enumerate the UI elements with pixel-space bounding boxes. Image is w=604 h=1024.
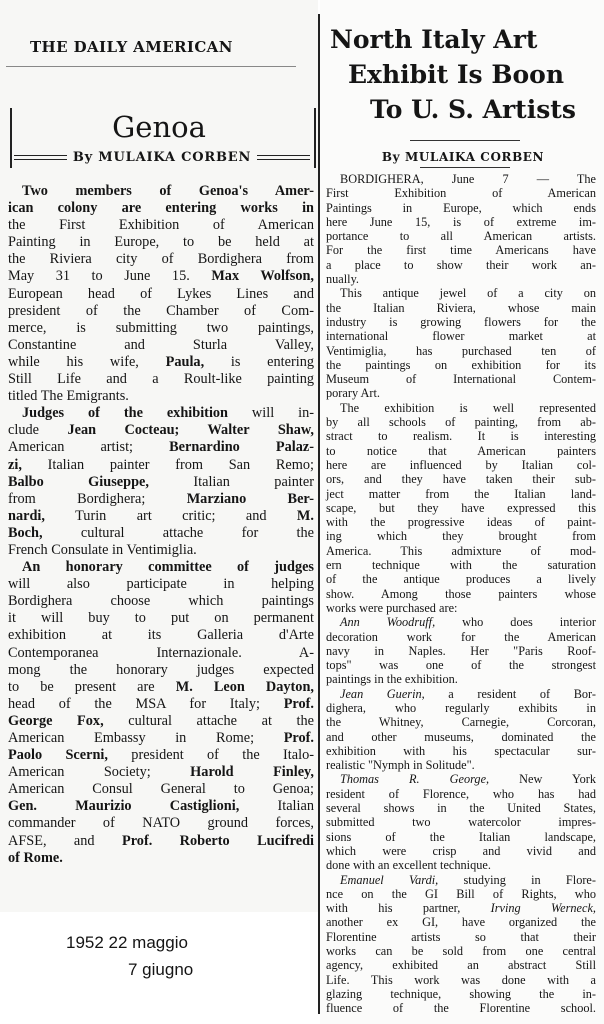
text-run: American Society; — [8, 764, 191, 781]
article-line — [8, 713, 314, 730]
text-run: clude — [8, 422, 68, 439]
masthead-rule — [6, 66, 296, 67]
article-line — [8, 439, 314, 456]
article-line — [8, 491, 314, 508]
text-run: submitted two watercolor impres- — [326, 815, 596, 830]
article-line — [326, 887, 596, 901]
text-run: Gen. Maurizio Castiglioni, — [8, 798, 240, 815]
text-run: AFSE, and — [8, 832, 122, 849]
article-line — [326, 315, 596, 329]
article-line — [326, 730, 596, 744]
text-run: Two members of Genoa's Amer- — [22, 183, 314, 199]
left-article-body — [8, 183, 314, 867]
text-run: Museum of International Contem- — [326, 372, 596, 387]
text-run: ican colony are entering works in — [8, 200, 314, 217]
text-run: the Italian Riviera, whose main — [326, 300, 596, 315]
article-line — [326, 830, 596, 844]
article-line — [326, 758, 596, 772]
text-run: An honorary committee of judges — [22, 559, 314, 576]
text-run: Turin art critic; and — [44, 507, 297, 524]
article-line — [326, 787, 596, 801]
article-line — [326, 472, 596, 486]
article-line — [326, 515, 596, 529]
text-run: ern technique with the saturation — [326, 558, 596, 573]
article-line — [326, 601, 596, 615]
text-run: Bordighera choose which paintings — [8, 593, 314, 610]
article-line — [8, 730, 314, 747]
article-line — [8, 422, 314, 439]
article-line — [8, 217, 314, 234]
article-line — [8, 303, 314, 320]
article-line — [326, 587, 596, 601]
text-run: president of the Italo- — [107, 747, 314, 764]
article-line — [326, 944, 596, 958]
article-line — [326, 186, 596, 200]
article-line — [8, 525, 314, 542]
article-line — [8, 457, 314, 474]
article-line — [326, 801, 596, 815]
text-run: ors, and they have taken their sub- — [326, 472, 596, 487]
article-line — [326, 172, 596, 186]
text-run: another ex GI, have organized the — [326, 915, 596, 930]
text-run: president of the Chamber of Com- — [8, 302, 314, 319]
text-run: American artist; — [8, 439, 170, 456]
article-line — [326, 715, 596, 729]
text-run: merce, is submitting two paintings, — [8, 319, 314, 336]
article-line — [326, 358, 596, 372]
text-run: sions of the Italian landscape, — [326, 829, 596, 844]
text-run: several shows in the United States, — [326, 801, 596, 816]
text-run: Boch, — [8, 524, 43, 541]
article-line — [8, 747, 314, 764]
text-run: Jean Guerin, — [340, 686, 425, 701]
text-run: agency, exhibited an abstract Still — [326, 958, 596, 973]
article-line — [8, 815, 314, 832]
text-run: Life. This work was done with a — [326, 972, 596, 987]
text-run: studying in Flore- — [438, 872, 596, 887]
text-run: cultural attache for the — [42, 524, 314, 541]
text-run: Paintings in Europe, which ends — [326, 200, 596, 215]
article-line — [326, 858, 596, 872]
article-line — [326, 544, 596, 558]
article-line — [326, 201, 596, 215]
article-line — [326, 915, 596, 929]
article-line — [8, 337, 314, 354]
article-line — [8, 764, 314, 781]
text-run: zi, — [8, 456, 22, 473]
article-line — [8, 833, 314, 850]
article-line — [326, 572, 596, 586]
text-run: a resident of Bor- — [424, 686, 596, 701]
text-run: Prof. — [283, 695, 314, 712]
text-run: of Rome. — [8, 849, 63, 866]
text-run: realistic "Nymph in Solitude". — [326, 758, 475, 773]
text-run: America. This admixture of mod- — [326, 543, 596, 558]
article-line — [326, 401, 596, 415]
article-line — [8, 781, 314, 798]
text-run: Italian — [239, 798, 314, 815]
text-run: Ventimiglia, has purchased ten of — [326, 343, 596, 358]
byline-rule-right — [257, 155, 310, 160]
article-line — [8, 405, 314, 422]
article-line — [326, 372, 596, 386]
article-line — [8, 679, 314, 696]
article-line — [326, 329, 596, 343]
text-run: May 31 to June 15. — [8, 268, 212, 285]
text-run: portance to all American artists. — [326, 229, 596, 244]
text-run: This antique jewel of a city on — [340, 286, 596, 301]
text-run: cultural attache at the — [103, 712, 314, 729]
article-line — [326, 658, 596, 672]
text-run: to notice that American painters — [326, 443, 596, 458]
text-run: Paolo Scerni, — [8, 747, 108, 764]
text-run: nually. — [326, 272, 360, 287]
text-run: M. — [296, 507, 314, 524]
text-run: Florentine artists so that their — [326, 929, 596, 944]
text-run: dighera, who regularly exhibits in — [326, 700, 596, 715]
article-line — [326, 644, 596, 658]
text-run: the paintings on exhibition for its — [326, 357, 596, 372]
column-divider — [318, 14, 320, 1014]
article-line — [326, 286, 596, 300]
article-line — [326, 615, 596, 629]
article-line — [326, 630, 596, 644]
article-line — [8, 200, 314, 217]
right-byline: By MULAIKA CORBEN — [381, 150, 545, 164]
article-line — [326, 301, 596, 315]
article-line — [8, 251, 314, 268]
text-run: will also participate in helping — [8, 576, 314, 593]
text-run: it will buy to put on permanent — [8, 610, 314, 627]
text-run: tops" was one of the strongest — [326, 658, 596, 673]
article-line — [326, 973, 596, 987]
article-line — [8, 474, 314, 491]
article-line — [326, 272, 596, 286]
text-run: For the first time Americans have — [326, 243, 596, 258]
article-line — [8, 286, 314, 303]
text-run: from Bordighera; — [8, 490, 187, 507]
article-line — [326, 672, 596, 686]
text-run: is entering — [204, 353, 314, 370]
article-line — [326, 487, 596, 501]
article-line — [326, 958, 596, 972]
text-run: French Consulate in Ventimiglia. — [8, 541, 197, 558]
text-run: European head of Lykes Lines and — [8, 285, 314, 302]
text-run: which were crisp and vivid and — [326, 843, 596, 858]
article-line — [326, 429, 596, 443]
article-line — [326, 873, 596, 887]
text-run: mong the honorary judges expected — [8, 661, 314, 678]
newspaper-masthead: THE DAILY AMERICAN — [30, 38, 233, 56]
text-run: the First Exhibition of American — [8, 217, 314, 234]
article-line — [326, 772, 596, 786]
text-run: New York — [489, 772, 597, 787]
text-run: Balbo Giuseppe, — [8, 473, 149, 490]
article-line — [326, 529, 596, 543]
text-run: here are influenced by Italian col- — [326, 457, 596, 472]
handwritten-date-caption-2: 7 giugno — [128, 960, 194, 979]
article-line — [8, 354, 314, 371]
text-run: glazing technique, showing the in- — [326, 986, 596, 1001]
text-run: resident of Florence, who has had — [326, 786, 596, 801]
text-run: nardi, — [8, 507, 45, 524]
text-run: Ann Woodruff, — [340, 615, 436, 630]
text-run: commander of NATO ground forces, — [8, 815, 314, 832]
right-article-body — [326, 172, 596, 1016]
text-run: nce on the GI Bill of Rights, who — [326, 886, 596, 901]
article-line — [326, 701, 596, 715]
article-line — [326, 415, 596, 429]
text-run: scape, but they have expressed this — [326, 500, 596, 515]
text-run: Max Wolfson, — [211, 268, 314, 285]
text-run: Irving Werneck, — [490, 901, 596, 916]
right-headline — [330, 22, 600, 127]
article-line — [8, 371, 314, 388]
article-line — [8, 593, 314, 610]
article-line — [326, 744, 596, 758]
article-line — [326, 558, 596, 572]
text-run: porary Art. — [326, 386, 380, 401]
text-run: the Whitney, Carnegie, Corcoran, — [326, 715, 596, 730]
article-line — [326, 344, 596, 358]
text-run: the Riviera city of Bordighera from — [8, 251, 314, 268]
text-run: BORDIGHERA, June 7 — The — [340, 172, 596, 186]
text-run: titled The Emigrants. — [8, 388, 129, 405]
left-byline: By MULAIKA CORBEN — [72, 150, 252, 165]
text-run: Jean Cocteau; Walter Shaw, — [67, 422, 314, 439]
text-run: Painting in Europe, to be held at — [8, 234, 314, 251]
text-run: works were purchased are: — [326, 600, 458, 615]
article-line — [326, 844, 596, 858]
text-run: will in- — [228, 405, 314, 422]
article-line — [8, 576, 314, 593]
article-line — [8, 850, 314, 867]
text-run: ject matter from the Italian land- — [326, 486, 596, 501]
text-run: with his partner, — [326, 901, 491, 916]
text-run: M. Leon Dayton, — [175, 678, 314, 695]
article-line — [326, 458, 596, 472]
text-run: by all schools of painting, from ab- — [326, 415, 596, 430]
text-run: Prof. — [283, 730, 314, 746]
text-run: paintings in the exhibition. — [326, 672, 458, 687]
article-line — [8, 320, 314, 337]
text-run: industry is growing flowers for the — [326, 314, 596, 329]
article-line — [326, 687, 596, 701]
article-line — [8, 610, 314, 627]
text-run: fluence of the Florentine school. — [326, 1001, 596, 1016]
text-run: navy in Naples. Her "Paris Roof- — [326, 643, 596, 658]
text-run: ing which they brought from — [326, 529, 596, 544]
byline-rule-left — [14, 155, 67, 160]
text-run: here June 15, is of extreme im- — [326, 214, 596, 229]
text-run: American Embassy in Rome; — [8, 730, 284, 746]
article-line — [8, 798, 314, 815]
text-run: of the antique produces a lively — [326, 572, 596, 587]
article-line — [326, 815, 596, 829]
text-run: with the progressive ideas of paint- — [326, 515, 596, 530]
text-run: George Fox, — [8, 712, 104, 729]
headline-line-2: Exhibit Is Boon — [348, 60, 564, 89]
text-run: decoration work for the American — [326, 629, 596, 644]
text-run: Contemporanea Internazionale. A- — [8, 644, 314, 661]
text-run: who does interior — [435, 615, 596, 630]
left-byline-row — [14, 150, 310, 165]
text-run: exhibition with his spectacular sur- — [326, 743, 596, 758]
text-run: Marziano Ber- — [186, 490, 314, 507]
article-line — [326, 987, 596, 1001]
text-run: international flower market at — [326, 329, 596, 344]
article-line — [326, 258, 596, 272]
text-run: to be present are — [8, 678, 176, 695]
text-run: works can be sold from one central — [326, 944, 596, 959]
text-run: First Exhibition of American — [326, 186, 596, 201]
article-line — [8, 234, 314, 251]
text-run: show. Among those painters whose — [326, 586, 596, 601]
article-line — [8, 662, 314, 679]
text-run: Paula, — [165, 353, 205, 370]
headline-line-1: North Italy Art — [330, 25, 538, 54]
text-run: Still Life and a Roult-like painting — [8, 371, 314, 388]
article-line — [8, 388, 314, 405]
text-run: American Consul General to Genoa; — [8, 781, 314, 798]
text-run: while his wife, — [8, 353, 166, 370]
text-run: Italian painter — [148, 473, 314, 490]
article-line — [326, 1001, 596, 1015]
text-run: Prof. Roberto Lucifredi — [121, 832, 315, 849]
article-line — [326, 501, 596, 515]
article-line — [326, 444, 596, 458]
text-run: and other museums, dominated the — [326, 729, 596, 744]
handwritten-date-caption: 1952 22 maggio — [66, 933, 188, 952]
text-run: Thomas R. George, — [340, 772, 490, 787]
text-run: exhibition at its Galleria d'Arte — [8, 627, 314, 644]
text-run: Italian painter from San Remo; — [21, 456, 314, 473]
article-line — [8, 627, 314, 644]
article-line — [326, 243, 596, 257]
headline-rule — [410, 140, 520, 141]
article-line — [8, 183, 314, 200]
text-run: The exhibition is well represented — [340, 400, 596, 415]
text-run: a place to show their work an- — [326, 257, 596, 272]
headline-line-3: To U. S. Artists — [370, 95, 576, 124]
article-line — [8, 268, 314, 285]
article-line — [8, 696, 314, 713]
article-title: Genoa — [112, 110, 206, 144]
article-line — [8, 508, 314, 525]
article-line — [8, 645, 314, 662]
text-run: Judges of the exhibition — [22, 405, 229, 422]
text-run: Constantine and Sturla Valley, — [8, 336, 314, 353]
article-line — [326, 229, 596, 243]
article-line — [8, 542, 314, 559]
article-line — [8, 559, 314, 576]
article-line — [326, 215, 596, 229]
text-run: Harold Finley, — [190, 764, 314, 781]
article-line — [326, 930, 596, 944]
text-run: Bernardino Palaz- — [169, 439, 314, 456]
text-run: Emanuel Vardi, — [340, 872, 439, 887]
byline-rule — [420, 167, 510, 168]
text-run: stract to realism. It is interesting — [326, 429, 596, 444]
article-line — [326, 386, 596, 400]
article-line — [326, 901, 596, 915]
text-run: done with an excellent technique. — [326, 858, 491, 873]
text-run: head of the MSA for Italy; — [8, 695, 284, 712]
